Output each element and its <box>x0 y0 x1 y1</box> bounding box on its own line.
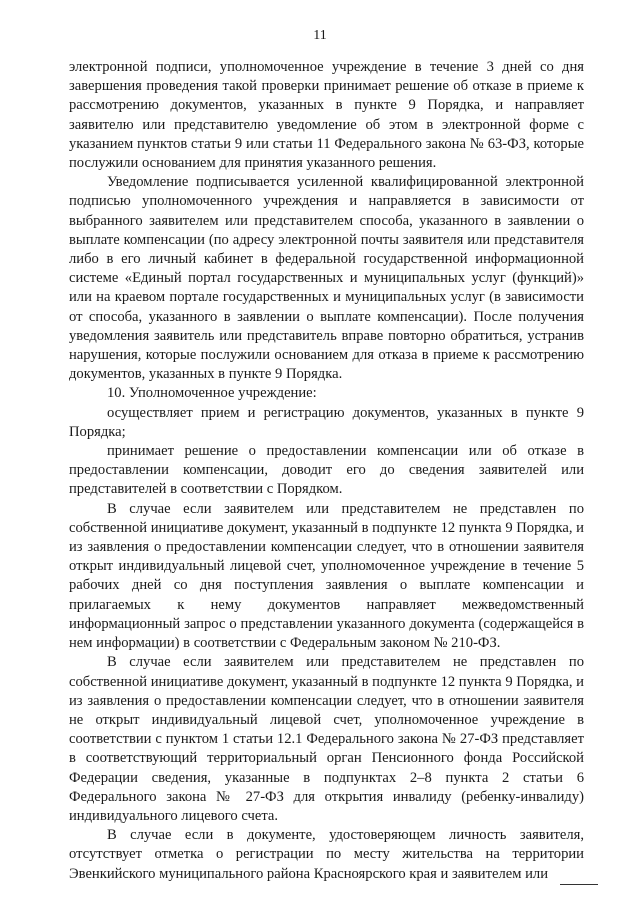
paragraph-item-10-decision: принимает решение о предоставлении компенсации или об отказе в предоставлении компенсации, доводит его до сведения заявителей или представителей в соответствии с Порядком. <box>69 443 584 498</box>
paragraph-item-10-reception: осуществляет прием и регистрацию документов, указанных в пункте 9 Порядка; <box>69 404 584 440</box>
paragraph-account-not-opened: В случае если заявителем или представителем не представлен по собственной инициативе документ, указанный в подпункте 12 пункта 9 Порядка, и из заявления о предоставлении компенсации следует, что в отношении заявителя не открыт индивидуальный лицевой счет, уполномоченное учреждение в соответствии с пунктом 1 статьи 12.1 Федерального закона № 27-ФЗ представляет в соответствующий территориальный орган Пенсионного фонда Российской Федерации сведения, указанные в подпунктах 2–8 пункта 2 статьи 6 Федерального закона № 27-ФЗ для открытия инвалиду (ребенку-инвалиду) индивидуального лицевого счета. <box>69 654 584 824</box>
page-number: 11 <box>313 28 327 43</box>
document-body <box>69 58 584 884</box>
paragraph-registration: В случае если в документе, удостоверяющем личность заявителя, отсутствует отметка о регистрации по месту жительства на территории Эвенкийского муниципального района Красноярского края и заявителем или <box>69 827 584 882</box>
paragraph-item-10-heading: 10. Уполномоченное учреждение: <box>107 385 317 402</box>
paragraph-notification: Уведомление подписывается усиленной квалифицированной электронной подписью уполномоченного учреждения и направляется в зависимости от выбранного заявителем или представителем способа, указанного в заявлении о выплате компенсации (по адресу электронной почты заявителя или представителя либо в его личный кабинет в федеральной государственной информационной системе «Единый портал государственных и муниципальных услуг (функций)» или на краевом портале государственных и муниципальных услуг (в зависимости от способа, указанного в заявлении о выплате компенсации). После получения уведомления заявитель или представитель вправе повторно обратиться, устранив нарушения, которые послужили основанием для отказа в приеме к рассмотрению документов, указанных в пункте 9 Порядка. <box>69 174 584 383</box>
paragraph-account-opened: В случае если заявителем или представителем не представлен по собственной инициативе документ, указанный в подпункте 12 пункта 9 Порядка, и из заявления о предоставлении компенсации следует, что в отношении заявителя открыт индивидуальный лицевой счет, уполномоченное учреждение в течение 5 рабочих дней со дня поступления заявления о выплате компенсации и прилагаемых к нему документов направляет межведомственный информационный запрос о представлении указанного документа (содержащейся в нем информации) в соответствии с Федеральным законом № 210-ФЗ. <box>69 500 584 652</box>
paragraph-continuation: электронной подписи, уполномоченное учреждение в течение 3 дней со дня завершения проведения такой проверки принимает решение об отказе в приеме к рассмотрению документов, указанных в пункте 9 Порядка, и направляет заявителю или представителю уведомление об этом в электронной форме с указанием пунктов статьи 9 или статьи 11 Федерального закона № 63-ФЗ, которые послужили основанием для принятия указанного решения. <box>69 59 584 172</box>
footer-divider <box>560 884 598 885</box>
